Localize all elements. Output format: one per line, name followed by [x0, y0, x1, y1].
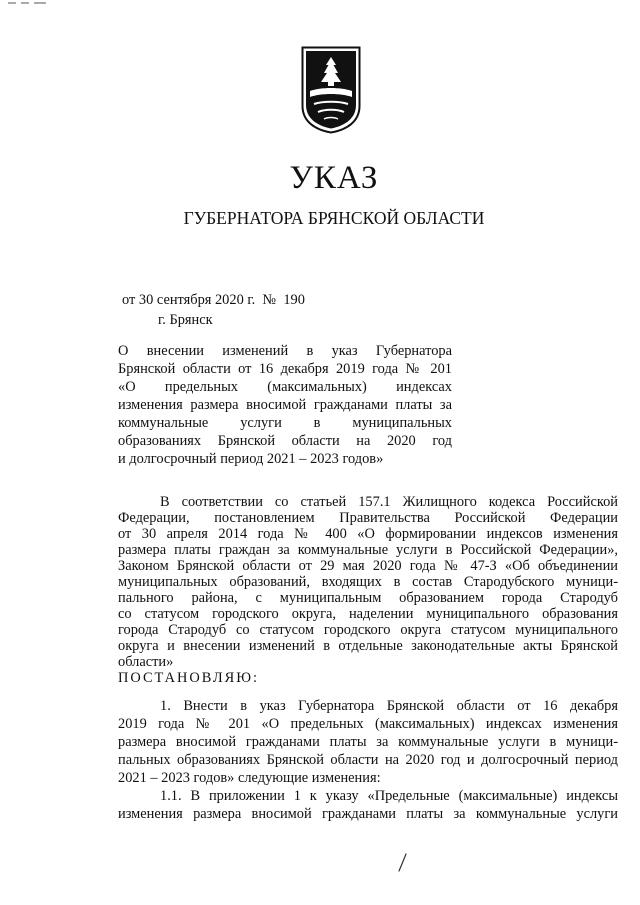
- item-line: изменения размера вносимой гражданами платы за коммунальные услуги: [118, 806, 618, 822]
- preamble-line: округа и внесении изменений в отдельные законодательные акты Брянской: [118, 638, 618, 654]
- preamble-line: пального района, с муниципальным образованием города Стародуб: [118, 590, 618, 606]
- handwritten-mark: [396, 852, 410, 874]
- preamble-line: размера платы граждан за коммунальные услуги в Российской Федерации»,: [118, 542, 618, 558]
- decree-item-1: [118, 697, 618, 787]
- item-line: размера вносимой гражданами платы за коммунальные услуги в муници-: [118, 734, 618, 750]
- preamble-paragraph: [118, 494, 618, 686]
- decree-heading: [118, 342, 452, 468]
- heading-line: и долгосрочный период 2021 – 2023 годов»: [118, 451, 384, 467]
- heading-line: образованиях Брянской области на 2020 год: [118, 433, 452, 449]
- item-line: 2021 – 2023 годов» следующие изменения:: [118, 770, 381, 786]
- item-line: 2019 года № 201 «О предельных (максимальных) индексах изменения: [118, 716, 618, 732]
- preamble-line: со статусом городского округа, наделении муниципального образования: [118, 606, 618, 622]
- preamble-line: муниципальных образований, входящих в состав Стародубского муници-: [118, 574, 618, 590]
- heading-line: О внесении изменений в указ Губернатора: [118, 343, 452, 359]
- preamble-line: области»: [118, 654, 174, 670]
- preamble-line: В соответствии со статьей 157.1 Жилищного кодекса Российской: [160, 494, 618, 510]
- document-title: УКАЗ: [289, 160, 379, 196]
- preamble-line: города Стародуб со статусом городского округа статусом муниципального: [118, 622, 618, 638]
- preamble-line: от 30 апреля 2014 года № 400 «О формировании индексов изменения: [118, 526, 618, 542]
- preamble-line: Законом Брянской области от 29 мая 2020 года № 47-З «Об объединении: [118, 558, 618, 574]
- item-line: 1.1. В приложении 1 к указу «Предельные (максимальные) индексы: [160, 788, 618, 804]
- decree-city: г. Брянск: [158, 312, 213, 328]
- heading-line: Брянской области от 16 декабря 2019 года № 201: [118, 361, 452, 377]
- decree-date-number: от 30 сентября 2020 г. № 190: [122, 292, 305, 308]
- decree-item-1-1: [118, 787, 618, 823]
- heading-line: изменения размера вносимой гражданами платы за: [118, 397, 452, 413]
- scan-edge-mark: [8, 0, 48, 6]
- item-line: 1. Внести в указ Губернатора Брянской области от 16 декабря: [160, 698, 618, 714]
- item-line: пальных образованиях Брянской области на 2020 год и долгосрочный период: [118, 752, 618, 768]
- document-issuer: ГУБЕРНАТОРА БРЯНСКОЙ ОБЛАСТИ: [183, 208, 485, 228]
- resolution-word: ПОСТАНОВЛЯЮ:: [118, 670, 260, 686]
- heading-line: «О предельных (максимальных) индексах: [118, 379, 452, 395]
- heading-line: коммунальные услуги в муниципальных: [118, 415, 452, 431]
- preamble-line: Федерации, постановлением Правительства Российской Федерации: [118, 510, 618, 526]
- coat-of-arms-icon: [301, 46, 361, 134]
